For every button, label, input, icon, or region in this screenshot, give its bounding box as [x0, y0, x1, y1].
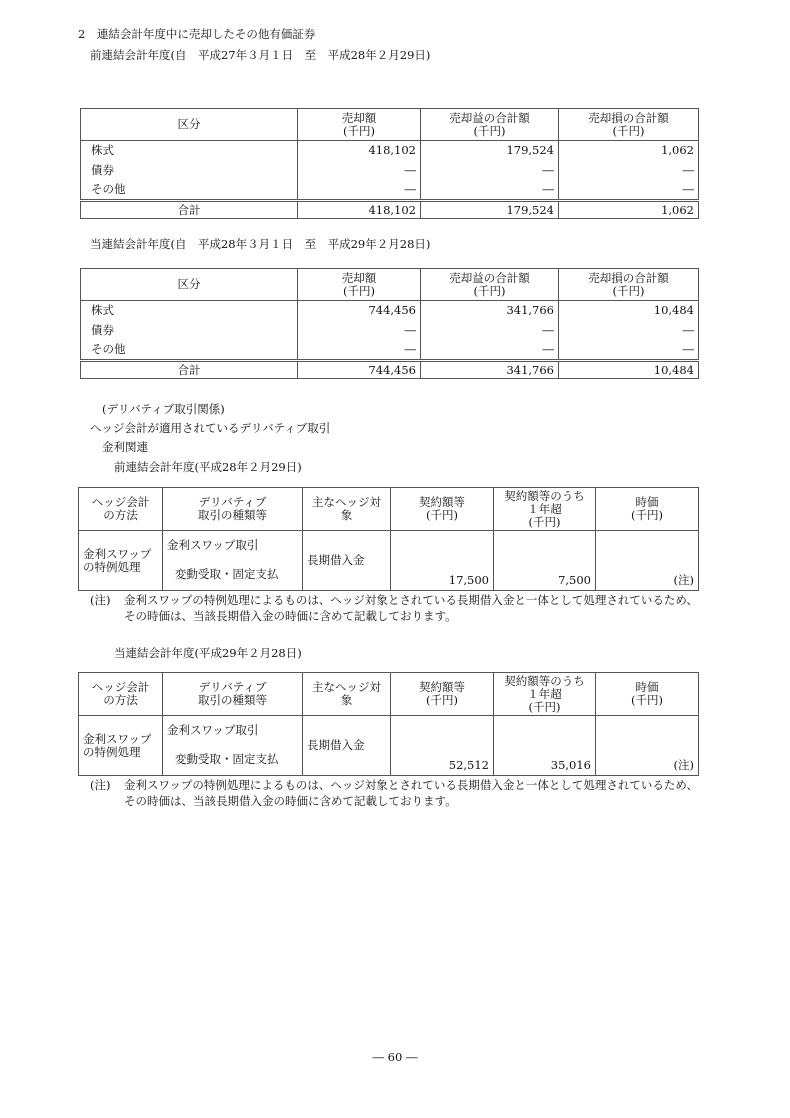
cell-value: 744,456	[298, 301, 421, 321]
cell-value: ―	[559, 161, 699, 181]
table-row	[81, 321, 699, 341]
column-header: 主なヘッジ対象	[303, 488, 391, 531]
deriv-type: 金利スワップ取引 変動受取・固定支払	[163, 716, 303, 776]
cell-value: ―	[559, 181, 699, 201]
total-row	[81, 201, 699, 219]
interest-title: 金利関連	[102, 440, 148, 454]
column-header: デリバティブ 取引の種類等	[163, 673, 303, 716]
total-value: 1,062	[559, 201, 699, 219]
cell-value: ―	[421, 321, 559, 341]
sales-period-prev: 前連結会計年度(自 平成27年３月１日 至 平成28年２月29日)	[90, 48, 431, 62]
contract-amount: 17,500	[391, 531, 494, 591]
section-title: 2 連結会計年度中に売却したその他有価証券	[78, 27, 316, 41]
column-header: 売却額 (千円)	[298, 109, 421, 141]
column-header: ヘッジ会計 の方法	[79, 488, 163, 531]
deriv-period-curr: 当連結会計年度(平成29年２月28日)	[114, 646, 302, 660]
cell-value: 179,524	[421, 141, 559, 161]
column-header: 時価 (千円)	[596, 488, 699, 531]
row-label: 債券	[81, 161, 298, 181]
column-header: 区分	[81, 269, 298, 301]
column-header: 契約額等 (千円)	[391, 673, 494, 716]
table-row	[79, 716, 699, 776]
contract-over-1y: 7,500	[494, 531, 596, 591]
table-row	[81, 301, 699, 321]
row-label: その他	[81, 181, 298, 201]
hedge-method: 金利スワップ の特例処理	[79, 531, 163, 591]
column-header: 売却益の合計額 (千円)	[421, 269, 559, 301]
table-row	[81, 141, 699, 161]
cell-value: ―	[421, 341, 559, 361]
total-label: 合計	[81, 361, 298, 379]
row-label: その他	[81, 341, 298, 361]
column-header: 売却益の合計額 (千円)	[421, 109, 559, 141]
table-row	[81, 161, 699, 181]
hedge-target: 長期借入金	[303, 531, 391, 591]
column-header: 売却損の合計額 (千円)	[559, 269, 699, 301]
fair-value: (注)	[596, 531, 699, 591]
total-label: 合計	[81, 201, 298, 219]
cell-value: 418,102	[298, 141, 421, 161]
table-row	[79, 531, 699, 591]
table-row	[81, 181, 699, 201]
total-value: 418,102	[298, 201, 421, 219]
total-value: 744,456	[298, 361, 421, 379]
footnote: (注) 金利スワップの特例処理によるものは、ヘッジ対象とされている長期借入金と一体として処理されているため、 その時価は、当該長期借入金の時価に含めて記載しております。	[90, 593, 698, 623]
cell-value: ―	[298, 321, 421, 341]
deriv-table	[78, 672, 699, 776]
hedge-method: 金利スワップ の特例処理	[79, 716, 163, 776]
sales-table	[80, 268, 699, 379]
hedge-target: 長期借入金	[303, 716, 391, 776]
contract-over-1y: 35,016	[494, 716, 596, 776]
cell-value: ―	[421, 161, 559, 181]
total-row	[81, 361, 699, 379]
column-header: 主なヘッジ対象	[303, 673, 391, 716]
cell-value: ―	[559, 321, 699, 341]
cell-value: 10,484	[559, 301, 699, 321]
sales-table	[80, 108, 699, 219]
row-label: 株式	[81, 141, 298, 161]
cell-value: ―	[298, 341, 421, 361]
cell-value: ―	[421, 181, 559, 201]
contract-amount: 52,512	[391, 716, 494, 776]
fair-value: (注)	[596, 716, 699, 776]
column-header: デリバティブ 取引の種類等	[163, 488, 303, 531]
column-header: 契約額等のうち １年超 (千円)	[494, 673, 596, 716]
total-value: 10,484	[559, 361, 699, 379]
table-row	[81, 341, 699, 361]
column-header: 売却額 (千円)	[298, 269, 421, 301]
column-header: 区分	[81, 109, 298, 141]
cell-value: 1,062	[559, 141, 699, 161]
hedge-title: ヘッジ会計が適用されているデリバティブ取引	[90, 421, 331, 435]
cell-value: ―	[559, 341, 699, 361]
cell-value: 341,766	[421, 301, 559, 321]
total-value: 179,524	[421, 201, 559, 219]
deriv-type: 金利スワップ取引 変動受取・固定支払	[163, 531, 303, 591]
footnote: (注) 金利スワップの特例処理によるものは、ヘッジ対象とされている長期借入金と一体として処理されているため、 その時価は、当該長期借入金の時価に含めて記載しております。	[90, 778, 698, 808]
deriv-table	[78, 487, 699, 591]
column-header: 契約額等のうち １年超 (千円)	[494, 488, 596, 531]
sales-period-curr: 当連結会計年度(自 平成28年３月１日 至 平成29年２月28日)	[90, 237, 431, 251]
column-header: ヘッジ会計 の方法	[79, 673, 163, 716]
deriv-period-prev: 前連結会計年度(平成28年２月29日)	[114, 460, 302, 474]
column-header: 売却損の合計額 (千円)	[559, 109, 699, 141]
total-value: 341,766	[421, 361, 559, 379]
page-number: ― 60 ―	[372, 1050, 418, 1064]
deriv-title: (デリバティブ取引関係)	[102, 402, 225, 416]
cell-value: ―	[298, 181, 421, 201]
cell-value: ―	[298, 161, 421, 181]
row-label: 債券	[81, 321, 298, 341]
column-header: 契約額等 (千円)	[391, 488, 494, 531]
row-label: 株式	[81, 301, 298, 321]
column-header: 時価 (千円)	[596, 673, 699, 716]
